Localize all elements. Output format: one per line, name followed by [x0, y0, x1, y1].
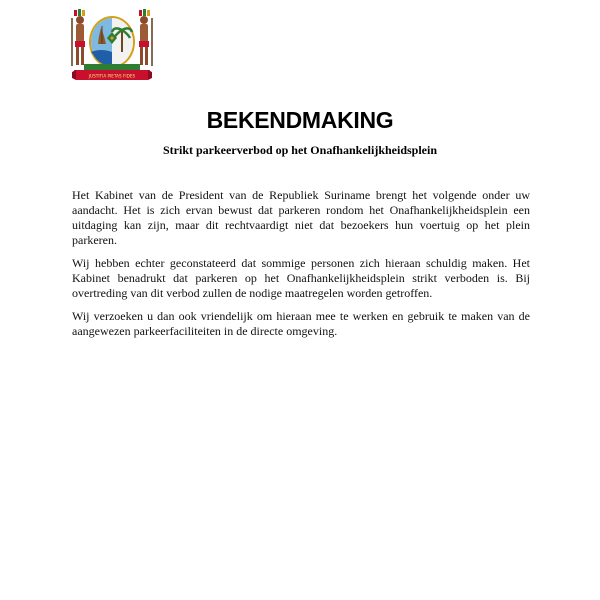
- paragraph: Wij verzoeken u dan ook vriendelijk om hieraan mee te werken en gebruik te maken van de aangewezen parkeerfaciliteiten in de directe omgeving.: [72, 309, 530, 338]
- paragraph: Wij hebben echter geconstateerd dat sommige personen zich hieraan schuldig maken. Het Kabinet benadrukt dat parkeren op het Onafhankelijkheidsplein strikt verboden is. Bij overtreding van dit verbod zullen de nodige maatregelen worden getroffen.: [72, 256, 530, 300]
- motto-banner: [72, 64, 152, 80]
- paragraph: Het Kabinet van de President van de Republiek Suriname brengt het volgende onder uw aandacht. Het is zich ervan bewust dat parkeren rondom het Onafhankelijkheidsplein een uitdaging kan zijn, maar dit rechtvaardigt niet dat bezoekers hun voertuig op het plein parkeren.: [72, 188, 530, 247]
- right-supporter: [139, 9, 152, 66]
- page-subtitle: Strikt parkeerverbod op het Onafhankelijkheidsplein: [162, 143, 438, 157]
- coat-of-arms-icon: [68, 8, 156, 86]
- page-title: BEKENDMAKING: [206, 107, 394, 133]
- shield: [89, 16, 135, 68]
- motto-text: JUSTITIA PIETAS FIDES: [88, 73, 136, 79]
- announcement-body: [72, 188, 530, 347]
- left-supporter: [72, 9, 85, 66]
